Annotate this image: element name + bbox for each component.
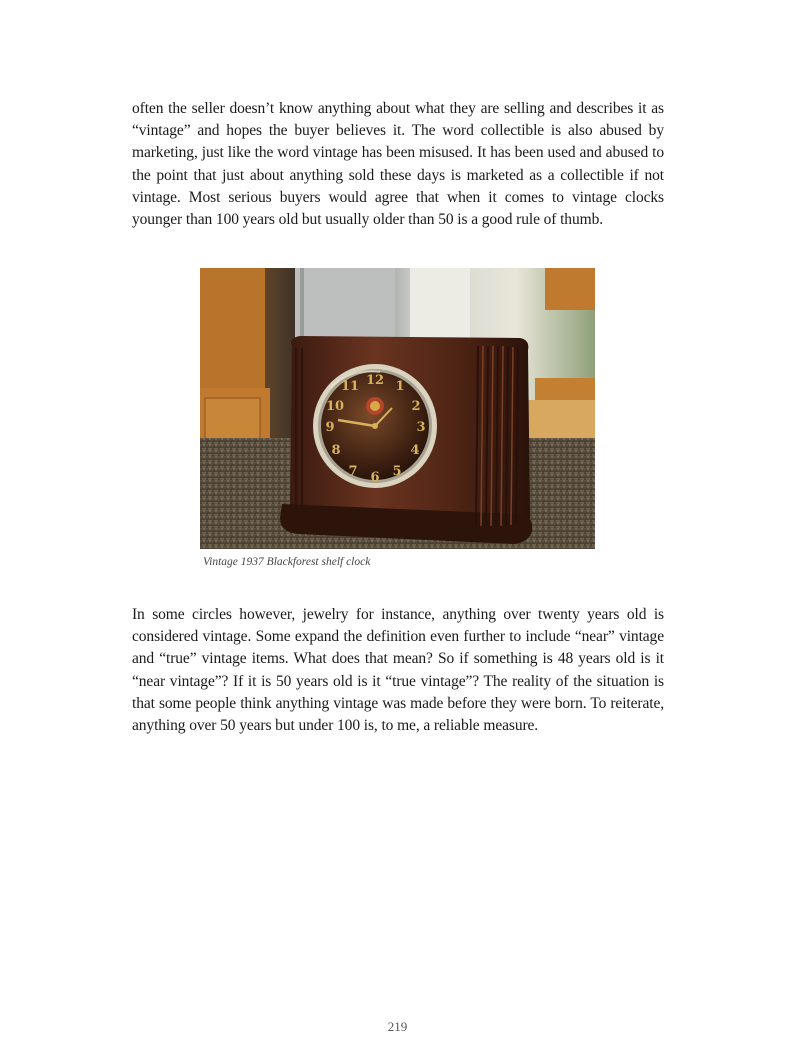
- svg-text:7: 7: [348, 464, 358, 479]
- svg-text:10: 10: [325, 399, 345, 414]
- clock-photo: [200, 268, 595, 549]
- svg-text:5: 5: [392, 464, 402, 479]
- svg-text:12: 12: [365, 373, 385, 388]
- svg-text:6: 6: [370, 470, 380, 485]
- svg-text:9: 9: [325, 420, 335, 435]
- svg-text:11: 11: [340, 379, 360, 394]
- page-number: 219: [387, 1019, 408, 1034]
- figure-caption: Vintage 1937 Blackforest shelf clock: [203, 556, 371, 568]
- svg-text:1: 1: [395, 379, 405, 394]
- svg-text:8: 8: [331, 443, 341, 458]
- body-paragraph-1: often the seller doesn’t know anything about what they are selling and describes it as “vintage” and hopes the buyer believes it. The word collectible is also abused by marketing, just like the word vintage has been misused. It has been used and abused to the point that just about anything sold these days is marketed as a collectible if not vintage. Most serious buyers would agree that when it comes to vintage clocks younger than 100 years old but usually older than 50 is a good rule of thumb.: [132, 100, 664, 229]
- svg-text:3: 3: [416, 420, 426, 435]
- body-paragraph-2: In some circles however, jewelry for instance, anything over twenty years old is considered vintage. Some expand the definition even further to include “near” vintage and “true” vintage items. What does that mean? So if something is 48 years old is it “near vintage”? If it is 50 years old is it “true vintage”? The reality of the situation is that some people think anything vintage was made before they were born. To reiterate, anything over 50 years but under 100 is, to me, a reliable measure.: [132, 606, 664, 735]
- svg-text:4: 4: [410, 443, 420, 458]
- svg-text:2: 2: [411, 399, 421, 414]
